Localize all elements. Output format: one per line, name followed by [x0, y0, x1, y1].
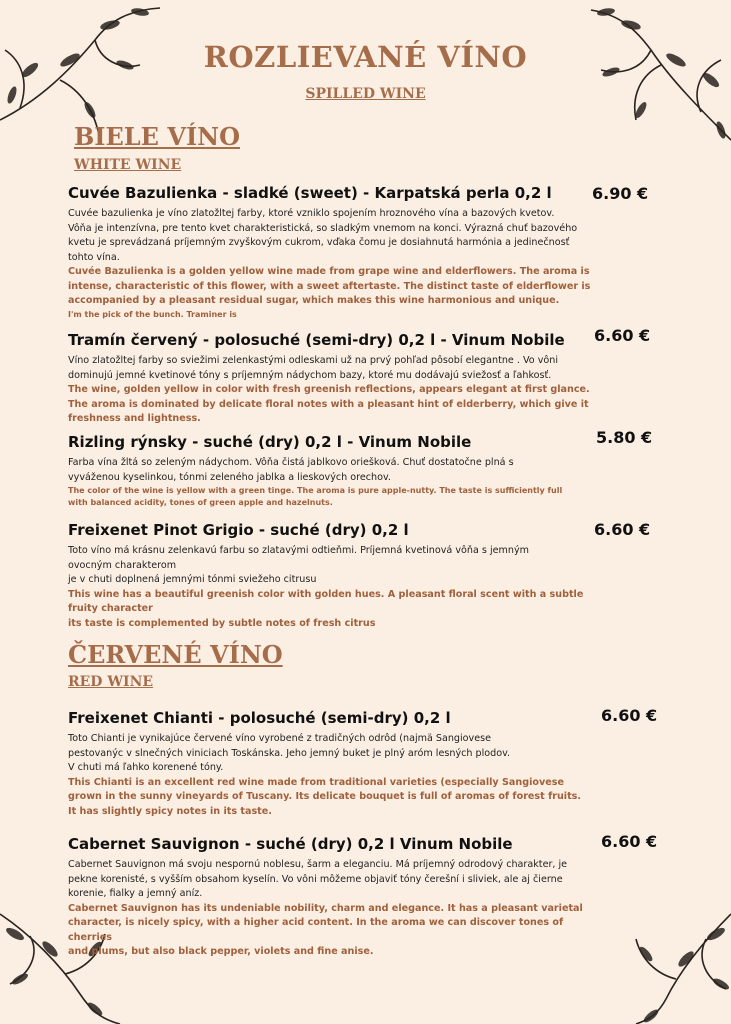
wine-name: Rizling rýnsky - suché (dry) 0,2 l - Vinum Nobile [68, 433, 472, 451]
wine-description-en: This wine has a beautiful greenish color with golden hues. A pleasant floral scent with a subtle fruity character its taste is complemented by subtle notes of fresh citrus [68, 588, 584, 629]
wine-name: Cabernet Sauvignon - suché (dry) 0,2 l Vinum Nobile [68, 835, 513, 853]
section-subtitle-white: WHITE WINE [74, 157, 182, 173]
wine-price: 6.90 € [592, 184, 649, 203]
wine-item-tramin [68, 330, 593, 427]
wine-description-sk: Toto Chianti je vynikajúce červené víno vyrobené z tradičných odrôd (najmä Sangiovese pestovanýc v slnečných viniciach Toskánska. Jeho jemný buket je plný aróm lesných plodov. V chuti má ľahko korenené tóny. [68, 733, 511, 773]
wine-name: Tramín červený - polosuché (semi-dry) 0,2 l - Vinum Nobile [68, 331, 565, 349]
wine-name: Freixenet Chianti - polosuché (semi-dry) 0,2 l [68, 709, 451, 727]
floral-ornament-top-right-icon [581, 0, 731, 160]
section-title-white: BIELE VÍNO [74, 122, 241, 151]
wine-description-en: Cabernet Sauvignon has its undeniable nobility, charm and elegance. It has a pleasant varietal character, is nicely spicy, with a higher acid content. In the aroma we can discover tones of cherries and plums, but also black pepper, violets and fine anise. [68, 902, 583, 957]
page-title: ROZLIEVANÉ VÍNO [203, 40, 528, 74]
wine-description-en: Cuvée Bazulienka is a golden yellow wine made from grape wine and elderflowers. The aroma is intense, characteristic of this flower, with a sweet aftertaste. The distinct taste of elderflower is accompanied by a pleasant residual sugar, which makes this wine harmonious and unique. [68, 266, 591, 306]
wine-description-en: The wine, golden yellow in color with fresh greenish reflections, appears elegant at first glance. The aroma is dominated by delicate floral notes with a pleasant hint of elderberry, which give it freshness and lightness. [68, 384, 590, 424]
wine-name: Cuvée Bazulienka - sladké (sweet) - Karpatská perla 0,2 l [68, 184, 552, 202]
wine-price: 5.80 € [596, 428, 653, 447]
wine-name: Freixenet Pinot Grigio - suché (dry) 0,2 l [68, 521, 409, 539]
wine-item-chianti [68, 708, 593, 819]
wine-description-en: The color of the wine is yellow with a green tinge. The aroma is pure apple-nutty. The taste is sufficiently full with balanced acidity, tones of green apple and hazelnuts. [68, 486, 563, 507]
wine-item-cabernet-sauvignon [68, 834, 593, 960]
wine-item-rizling [68, 432, 593, 509]
section-title-red: ČERVENÉ VÍNO [68, 640, 283, 669]
wine-description-sk: Cabernet Sauvignon má svoju nespornú noblesu, šarm a eleganciu. Má príjemný odrodový charakter, je pekne korenisté, s vyšším obsahom kyselín. Vo vôni môžeme objaviť tóny čerešní i sliviek, ale aj čierne korenie, fialky a jemný aníz. [68, 859, 568, 899]
wine-description-sk: Farba vína žltá so zeleným nádychom. Vôňa čistá jablkovo oriešková. Chuť dostatočne plná s vyváženou kyselinkou, tónmi zeleného jablka a lieskových orechov. [68, 457, 514, 483]
wine-item-pinot-grigio [68, 520, 593, 631]
section-subtitle-red: RED WINE [68, 674, 154, 690]
wine-description-sk: Toto víno má krásnu zelenkavú farbu so zlatavými odtieňmi. Príjemná kvetinová vôňa s jemným ovocným charakterom je v chuti doplnená jemnými tónmi sviežeho citrusu [68, 545, 529, 585]
wine-item-cuvee-bazulienka [68, 183, 593, 321]
wine-price: 6.60 € [594, 326, 651, 345]
wine-description-sk: Cuvée bazulienka je víno zlatožltej farby, ktoré vzniklo spojením hroznového vína a bazových kvetov. Vôňa je intenzívna, pre tento kvet charakteristická, so sladkým vnemom na konci. Výrazná chuť bazového kvetu je sprevádzaná príjemným zvyškovým cukrom, vďaka čomu je dosiahnutá harmónia a jedinečnosť tohto vína. [68, 208, 578, 263]
floral-ornament-bottom-right-icon [621, 904, 731, 1024]
wine-price: 6.60 € [601, 706, 658, 725]
wine-price: 6.60 € [601, 832, 658, 851]
wine-description-sk: Víno zlatožltej farby so sviežimi zelenkastými odleskami už na prvý pohľad pôsobí elegantne . Vo vôni dominujú jemné kvetinové tóny s príjemným nádychom bazy, ktoré mu dodávajú sviežosť a ľahkosť. [68, 355, 559, 381]
wine-price: 6.60 € [594, 520, 651, 539]
wine-description-en-note: I'm the pick of the bunch. Traminer is [68, 309, 237, 319]
wine-description-en: This Chianti is an excellent red wine made from traditional varieties (especially Sangiovese grown in the sunny vineyards of Tuscany. Its delicate bouquet is full of aromas of forest fruits. It has slightly spicy notes in its taste. [68, 776, 582, 817]
page-subtitle: SPILLED WINE [305, 86, 426, 102]
